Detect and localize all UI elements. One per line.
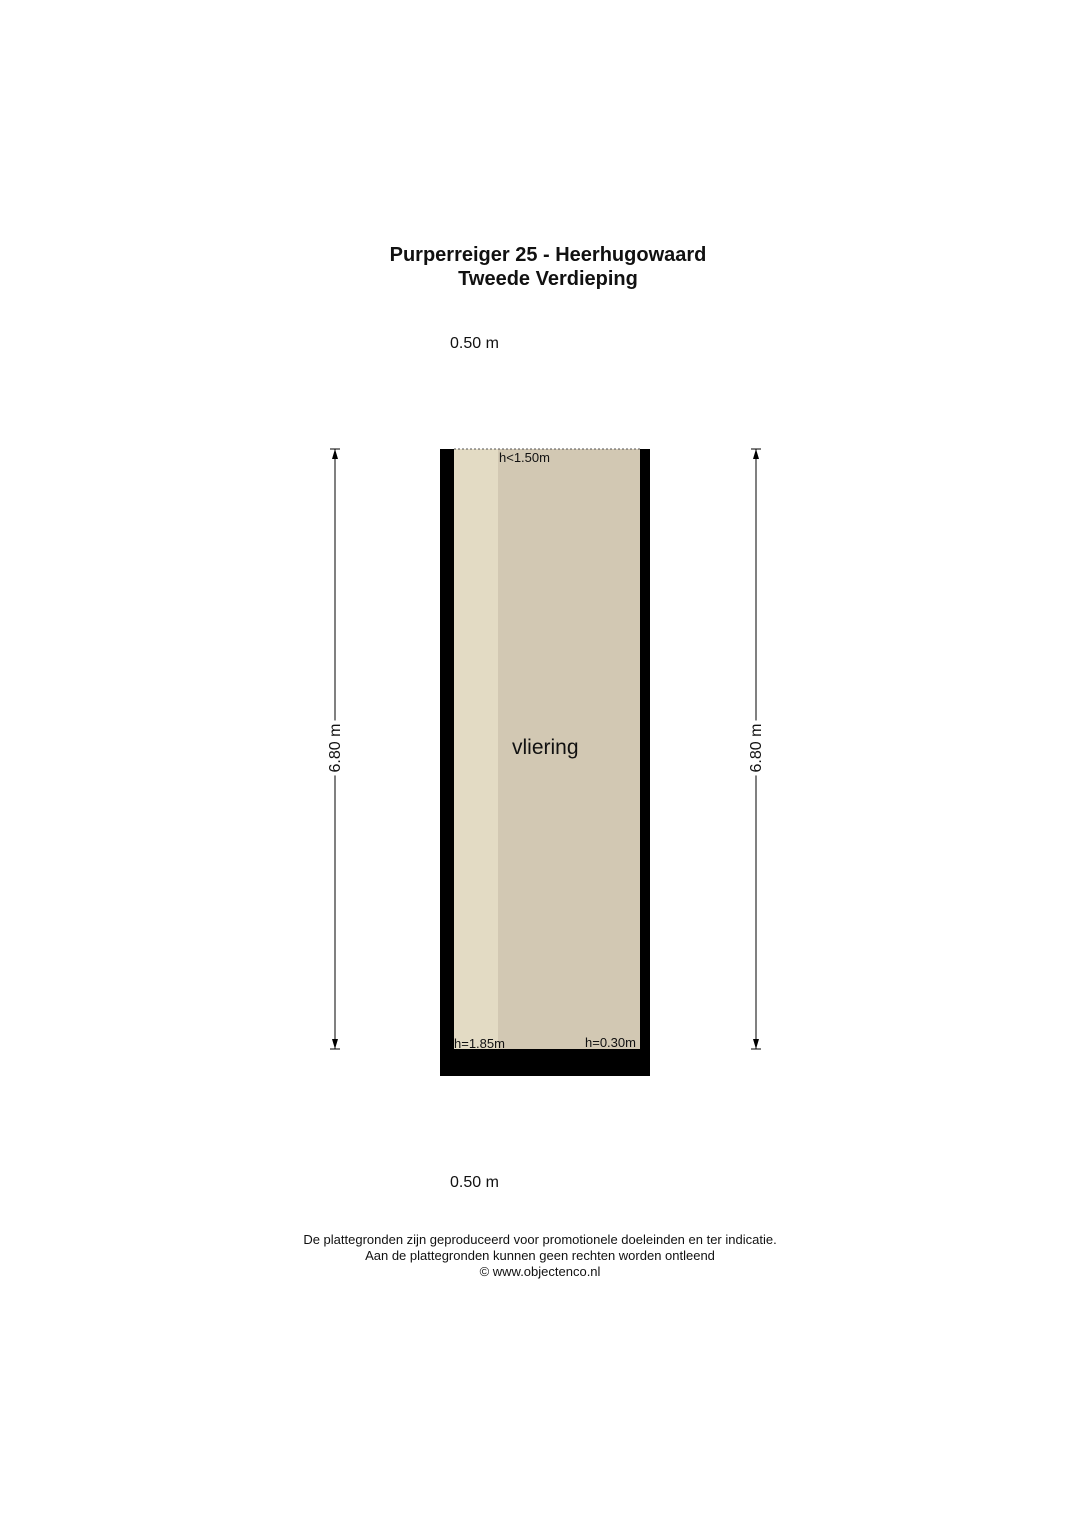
floor-name: Tweede Verdieping — [458, 268, 638, 290]
height-label-top: h<1.50m — [499, 450, 550, 465]
height-label-bottom-right: h=0.30m — [585, 1035, 636, 1050]
dimension-right: 6.80 m — [746, 721, 768, 776]
dimension-bottom: 0.50 m — [450, 1174, 499, 1191]
floor-area-low — [454, 449, 498, 1049]
plan-title: Purperreiger 25 - Heerhugowaard — [389, 244, 707, 266]
disclaimer-line-2: Aan de plattegronden kunnen geen rechten worden ontleend — [365, 1248, 715, 1263]
copyright-line: © www.objectenco.nl — [479, 1264, 601, 1279]
disclaimer-line-1: De plattegronden zijn geproduceerd voor promotionele doeleinden en ter indicatie. — [303, 1232, 777, 1247]
room-label: vliering — [512, 736, 579, 759]
dimension-top: 0.50 m — [450, 335, 499, 352]
dimension-left: 6.80 m — [325, 721, 347, 776]
height-label-bottom-left: h=1.85m — [454, 1036, 505, 1051]
